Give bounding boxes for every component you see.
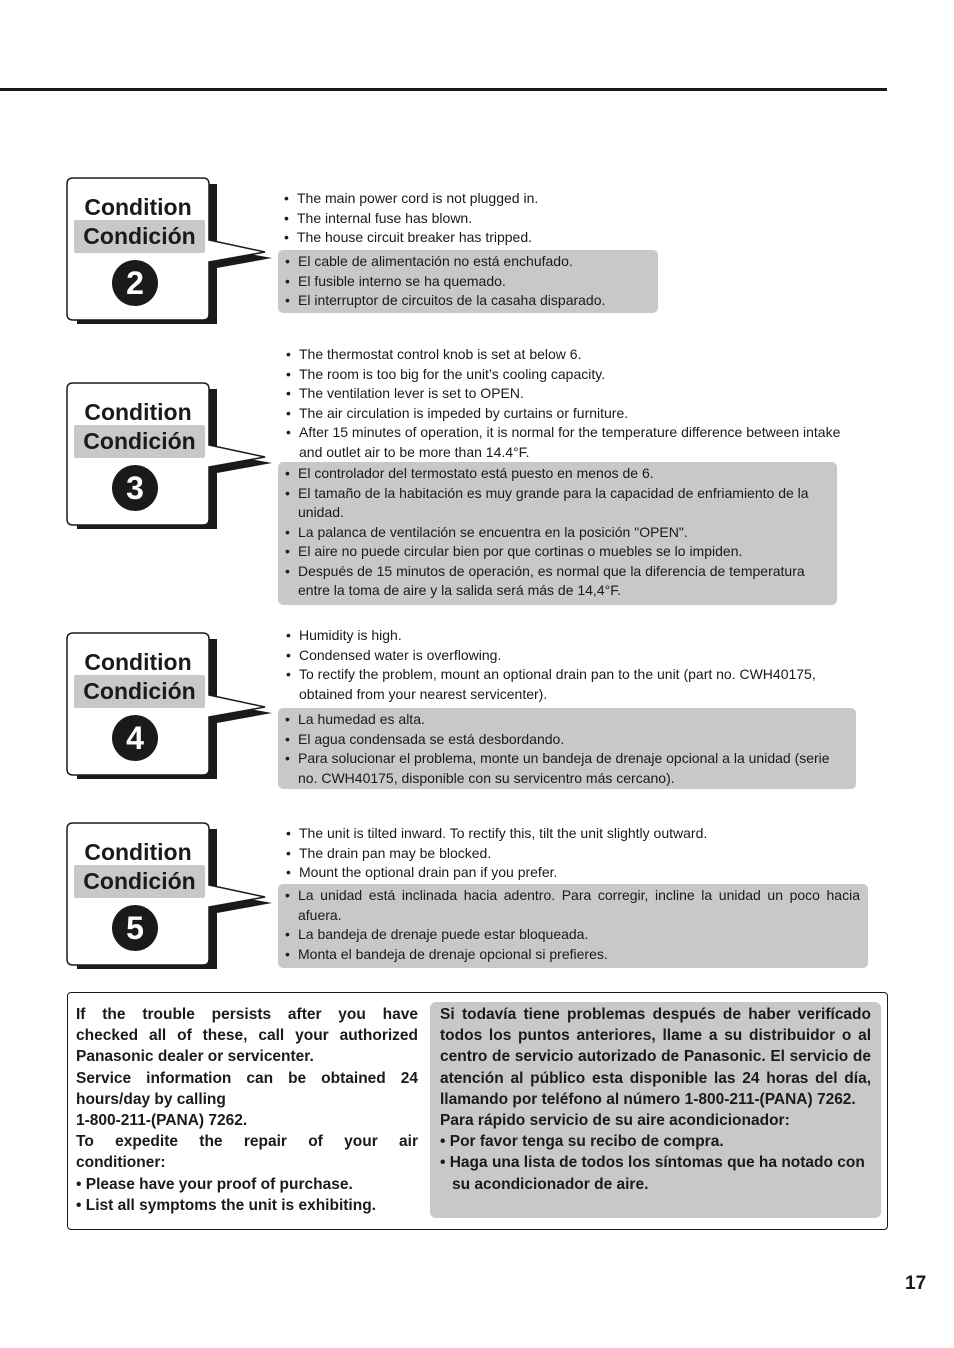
list-item: • The air circulation is impeded by curtains or furniture. (283, 404, 843, 424)
text-line: checked all of these, call your authorized (76, 1027, 418, 1045)
text-line: Service information can be obtained 24 (76, 1069, 418, 1087)
condition-4-badge (67, 633, 209, 773)
service-info-es (430, 1002, 881, 1218)
condition-label-es: Condición (74, 425, 205, 458)
list-item: • Después de 15 minutos de operación, es normal que la diferencia de temperatura entre la toma de aire y la salida será más de 14,4°F. (282, 562, 829, 601)
page-number: 17 (905, 1273, 927, 1294)
list-item: • La unidad está inclinada hacia adentro. Para corregir, incline la unidad un poco hacia afuera. (282, 886, 860, 925)
condition-2-en-list (281, 189, 841, 248)
condition-number: 2 (112, 260, 158, 306)
text-line: Panasonic dealer or servicenter. (76, 1048, 314, 1066)
list-item: • The house circuit breaker has tripped. (281, 228, 841, 248)
text-line: conditioner: (76, 1154, 166, 1172)
service-info-box (67, 992, 888, 1230)
condition-5-es-list (278, 884, 868, 968)
text-line: • Please have your proof of purchase. (76, 1175, 353, 1193)
list-item: • La humedad es alta. (282, 710, 848, 730)
condition-3-es-list (278, 462, 837, 605)
text-paragraph: Para rápido servicio de su aire acondicionador: (440, 1112, 790, 1130)
condition-label-en: Condition (84, 194, 192, 220)
condition-label-es: Condición (74, 675, 205, 708)
condition-5-badge (67, 823, 209, 963)
text-line: If the trouble persists after you have (76, 1006, 418, 1023)
text-line: 1-800-211-(PANA) 7262. (76, 1112, 248, 1130)
list-item: • La bandeja de drenaje puede estar bloqueada. (282, 925, 860, 945)
list-item: • The room is too big for the unit’s cooling capacity. (283, 365, 843, 385)
condition-5-en-list (283, 824, 863, 883)
text-paragraph: • Haga una lista de todos los síntomas que ha notado con su acondicionador de aire. (440, 1154, 865, 1193)
top-rule (0, 88, 887, 91)
list-item: • El agua condensada se está desbordando. (282, 730, 848, 750)
list-item: • La palanca de ventilación se encuentra en la posición "OPEN". (282, 523, 829, 543)
list-item: • El tamaño de la habitación es muy grande para la capacidad de enfriamiento de la unidad. (282, 484, 829, 523)
list-item: • Para solucionar el problema, monte un bandeja de drenaje opcional a la unidad (serie no. CWH40175, disponible con su servicentro más cercano). (282, 749, 848, 788)
list-item: • Monta el bandeja de drenaje opcional si prefieres. (282, 945, 860, 965)
list-item: • The internal fuse has blown. (281, 209, 841, 229)
list-item: • The thermostat control knob is set at below 6. (283, 345, 843, 365)
text-line: To expedite the repair of your air (76, 1133, 418, 1151)
list-item: • The unit is tilted inward. To rectify this, tilt the unit slightly outward. (283, 824, 863, 844)
list-item: • El interruptor de circuitos de la casaha disparado. (282, 291, 650, 311)
condition-4-en-list (283, 626, 863, 704)
condition-label-es: Condición (74, 865, 205, 898)
text-paragraph: • Por favor tenga su recibo de compra. (440, 1133, 724, 1151)
text-line: hours/day by calling (76, 1090, 226, 1108)
condition-3-en-list (283, 345, 843, 462)
condition-label-en: Condition (84, 839, 192, 865)
condition-2-badge (67, 178, 209, 318)
list-item: • The drain pan may be blocked. (283, 844, 863, 864)
list-item: • El fusible interno se ha quemado. (282, 272, 650, 292)
list-item: • The main power cord is not plugged in. (281, 189, 841, 209)
list-item: • After 15 minutes of operation, it is normal for the temperature difference between intake and outlet air to be more than 14.4°F. (283, 423, 843, 462)
list-item: • To rectify the problem, mount an optional drain pan to the unit (part no. CWH40175, obtained from your nearest servicenter). (283, 665, 863, 704)
condition-3-badge (67, 383, 209, 523)
list-item: • Humidity is high. (283, 626, 863, 646)
condition-number: 4 (112, 715, 158, 761)
condition-label-es: Condición (74, 220, 205, 253)
condition-label-en: Condition (84, 399, 192, 425)
list-item: • The ventilation lever is set to OPEN. (283, 384, 843, 404)
condition-2-es-list (278, 250, 658, 313)
service-info-en (76, 1004, 418, 1216)
list-item: • El cable de alimentación no está enchufado. (282, 252, 650, 272)
list-item: • Condensed water is overflowing. (283, 646, 863, 666)
text-paragraph: Si todavía tiene problemas después de haber verifícado todos los puntos anteriores, llame a su distribuidor o al centro de servicio autorizado de Panasonic. El servicio de atención al público esta disponible las 24 horas del día, llamando por teléfono al número 1-800-211-(PANA) 7262. (440, 1006, 871, 1108)
condition-label-en: Condition (84, 649, 192, 675)
condition-number: 5 (112, 905, 158, 951)
list-item: • El controlador del termostato está puesto en menos de 6. (282, 464, 829, 484)
condition-4-es-list (278, 708, 856, 789)
text-line: • List all symptoms the unit is exhibiting. (76, 1196, 376, 1214)
condition-number: 3 (112, 465, 158, 511)
list-item: • Mount the optional drain pan if you prefer. (283, 863, 863, 883)
list-item: • El aire no puede circular bien por que cortinas o muebles se lo impiden. (282, 542, 829, 562)
